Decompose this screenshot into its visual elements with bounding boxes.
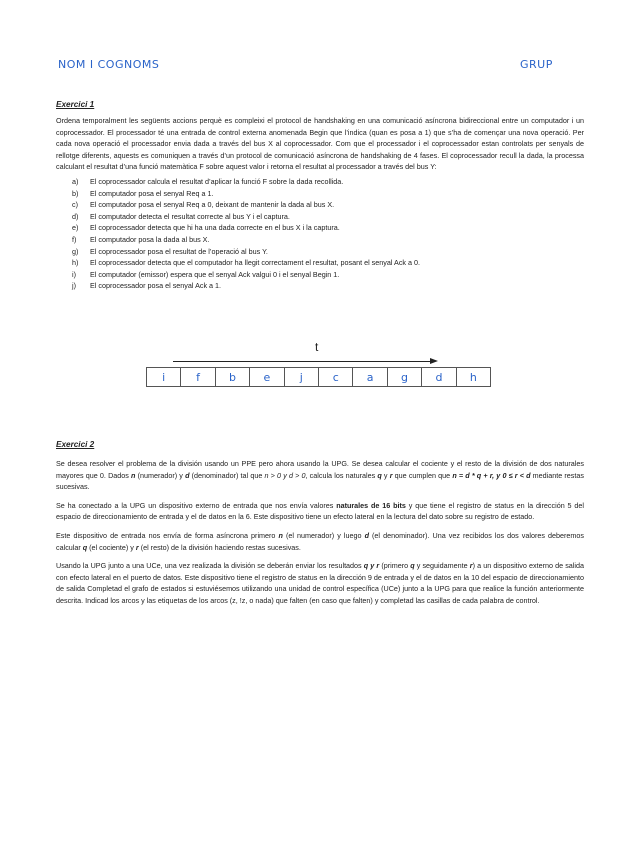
- exercise-2-paragraph-2: Se ha conectado a la UPG un dispositivo externo de entrada que nos envía valores naturales de 16 bits y que tiene el registro de status en la dirección 5 del espacio de direccionamiento de entrada y el de datos en la 6. Este dispositivo tiene un efecto lateral en la lectura del dato sobre su registro de estado.: [56, 500, 585, 522]
- answer-cell: b: [216, 368, 250, 386]
- answer-cell: d: [422, 368, 456, 386]
- answer-cell: i: [147, 368, 181, 386]
- answer-cell: h: [469, 370, 477, 384]
- answer-cell: a: [353, 368, 387, 386]
- time-arrow: [173, 358, 438, 366]
- list-item: b) El computador posa el senyal Req a 1.: [72, 188, 214, 198]
- exercise-2: [56, 440, 584, 607]
- list-item: d) El computador detecta el resultat correcte al bus Y i el captura.: [72, 211, 290, 221]
- name-label: NOM I COGNOMS: [58, 58, 160, 71]
- answer-row: [146, 367, 491, 387]
- arrow-head-icon: [430, 358, 438, 364]
- list-item: h) El coprocessador detecta que el computador ha llegit correctament el resultat, posant el senyal Ack a 0.: [72, 258, 421, 268]
- answer-cell: f: [181, 368, 215, 386]
- exercise-1-intro: Ordena temporalment les següents accions perquè es compleixi el protocol de handshaking en una comunicació asíncrona bidireccional entre un computador i un coprocessador. El processador té una entrada de control externa anomenada Begin que l’indica (quan es posa a 1) que s’ha de començar una nova operació. Per cada nova operació el processador envia dada a través del bus X al coprocessador. Com que el processador i el coprocessador estan controlats per senyals de rellotge diferents, aquests es comuniquen a través d’un protocol de comunicació asíncrona de handshaking de 4 fases. El coprocessador recull la dada, la processa calculant el resultat d’una funció matemàtica F sobre aquest valor i retorna el resultat al processador a través del bus Y:: [56, 116, 584, 172]
- list-item: g) El coprocessador posa el resultat de l’operació al bus Y.: [72, 246, 268, 256]
- exercise-2-title: Exercici 2: [56, 440, 95, 449]
- answer-cell: g: [388, 368, 422, 386]
- timeline-answer: [143, 336, 495, 392]
- list-item: i) El computador (emissor) espera que el senyal Ack valgui 0 i el senyal Begin 1.: [72, 269, 340, 279]
- list-item: f) El computador posa la dada al bus X.: [72, 234, 210, 244]
- step-list: [56, 176, 584, 292]
- answer-cell: c: [319, 368, 353, 386]
- exercise-2-paragraph-3: Este dispositivo de entrada nos envía de forma asíncrona primero n (el numerador) y luego d (el denominador). Una vez recibidos los dos valores deberemos calcular q (el cociente) y r (el resto) de la división haciendo restas sucesivas.: [56, 530, 584, 552]
- list-item: a) El coprocessador calcula el resultat d’aplicar la funció F sobre la dada recollida.: [72, 176, 344, 186]
- exercise-1: [56, 100, 584, 292]
- answer-cell: j: [285, 368, 319, 386]
- group-label: GRUP: [520, 58, 553, 71]
- list-item: j) El coprocessador posa el senyal Ack a 1.: [72, 281, 222, 291]
- exercise-2-paragraph-4: Usando la UPG junto a una UCe, una vez realizada la división se deberán enviar los resultados q y r (primero q y seguidamente r) a un dispositivo externo de salida con efecto lateral en el puerto de datos. Este dispositivo tiene el registro de status en la dirección 9 de entrada y el de datos en la 10 del espacio de direccionamiento de salida Completad el grafo de estados si estuviésemos utilizando una unidad de control específica (UCe) junto a la UPG para que realice la función anteriormente descrita. Indicad los arcos y las etiquetas de los arcos (z, !z, o nada) que falten (en caso que falten) y completad las casillas de cada palabra de control.: [56, 561, 584, 605]
- list-item: e) El coprocessador detecta que hi ha una dada correcte en el bus X i la captura.: [72, 223, 340, 233]
- answer-cell: e: [250, 368, 284, 386]
- time-axis-label: t: [315, 340, 319, 354]
- exercise-2-paragraph-1: Se desea resolver el problema de la división usando un PPE pero ahora usando la UPG. Se desea calcular el cociente y el resto de la división de dos naturales mayores que 0. Dados n (numerador) y d (denominador) tal que n > 0 y d > 0, calcula los naturales q y r que cumplen que n = d * q + r, y 0 ≤ r < d mediante restas sucesivas.: [56, 459, 584, 492]
- exercise-1-title: Exercici 1: [56, 100, 95, 109]
- list-item: c) El computador posa el senyal Req a 0, deixant de mantenir la dada al bus X.: [72, 200, 335, 210]
